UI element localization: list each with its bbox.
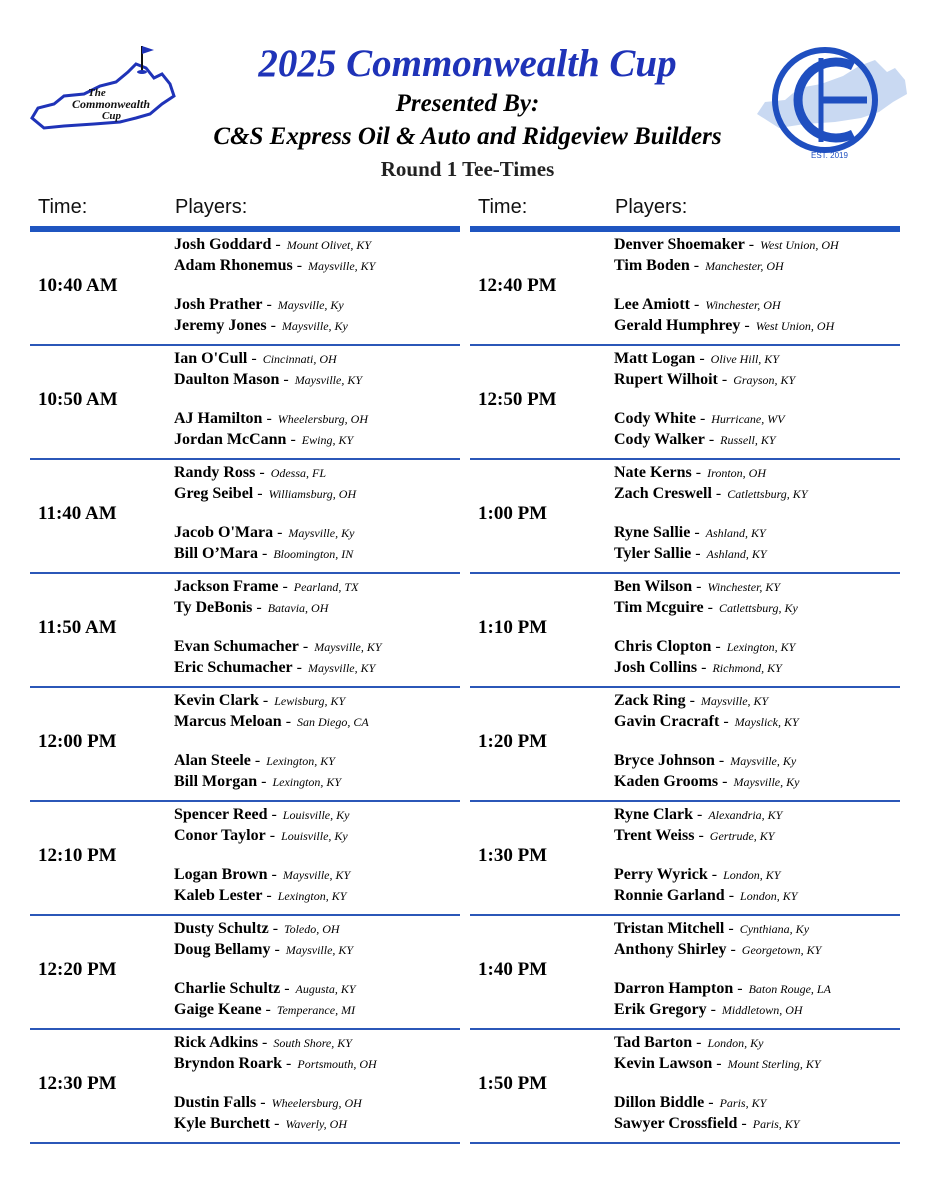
player-name: Ryne Sallie	[614, 524, 691, 541]
tee-time: 12:50 PM	[478, 389, 557, 410]
tee-time: 12:20 PM	[38, 959, 117, 980]
player-location: Alexandria, KY	[708, 808, 783, 822]
player-location: Portsmouth, OH	[297, 1057, 377, 1071]
player-location: Mayslick, KY	[734, 715, 799, 729]
player-name: Dustin Falls	[174, 1094, 257, 1111]
player-name: Conor Taylor	[174, 827, 266, 844]
tee-time: 10:50 AM	[38, 389, 118, 410]
cg-monogram-logo	[755, 36, 915, 161]
player-row: Sawyer Crossfield - Paris, KY	[614, 1115, 800, 1132]
player-location: Ashland, KY	[705, 526, 766, 540]
player-name: Alan Steele	[174, 752, 251, 769]
player-location: Paris, KY	[719, 1096, 767, 1110]
player-row: Josh Collins - Richmond, KY	[614, 659, 782, 676]
player-row: Darron Hampton - Baton Rouge, LA	[614, 980, 831, 997]
player-name: Tyler Sallie	[614, 545, 696, 562]
tee-time: 12:00 PM	[38, 731, 117, 752]
player-location: South Shore, KY	[273, 1036, 352, 1050]
player-row: Evan Schumacher - Maysville, KY	[174, 638, 382, 655]
player-location: Ironton, OH	[707, 466, 766, 480]
player-location: Bloomington, IN	[273, 547, 354, 561]
tee-group	[30, 346, 460, 460]
player-location: Lewisburg, KY	[274, 694, 346, 708]
player-location: West Union, OH	[755, 319, 835, 333]
player-row: Charlie Schultz - Augusta, KY	[174, 980, 356, 997]
player-row: Spencer Reed - Louisville, Ky	[174, 806, 350, 823]
player-name: Rupert Wilhoit	[614, 371, 718, 388]
player-location: Cincinnati, OH	[262, 352, 337, 366]
tee-time: 10:40 AM	[38, 275, 118, 296]
player-location: Maysville, KY	[294, 373, 363, 387]
tee-group	[470, 574, 900, 688]
player-row: Ronnie Garland - London, KY	[614, 887, 798, 904]
player-location: Catlettsburg, Ky	[718, 601, 798, 615]
player-location: Lexington, KY	[277, 889, 347, 903]
player-location: Temperance, MI	[276, 1003, 356, 1017]
player-row: Chris Clopton - Lexington, KY	[614, 638, 796, 655]
player-row: Anthony Shirley - Georgetown, KY	[614, 941, 822, 958]
player-name: Gavin Cracraft	[614, 713, 720, 730]
player-name: Josh Goddard	[174, 236, 272, 253]
player-name: Bryndon Roark	[174, 1055, 283, 1072]
sponsor-names: C&S Express Oil & Auto and Ridgeview Builders	[213, 123, 722, 150]
player-location: Odessa, FL	[270, 466, 327, 480]
player-name: Lee Amiott	[614, 296, 690, 313]
left-column	[30, 190, 460, 1144]
player-name: Logan Brown	[174, 866, 268, 883]
tee-time: 1:10 PM	[478, 617, 548, 638]
player-row: Kevin Lawson - Mount Sterling, KY	[614, 1055, 821, 1072]
player-row: Kaleb Lester - Lexington, KY	[174, 887, 347, 904]
player-location: Maysville, KY	[314, 640, 382, 654]
player-row: Dillon Biddle - Paris, KY	[614, 1094, 767, 1111]
player-location: Maysville, Ky	[288, 526, 355, 540]
player-name: Bill O’Mara	[174, 545, 258, 562]
player-name: Gaige Keane	[174, 1001, 262, 1018]
player-row: Josh Goddard - Mount Olivet, KY	[174, 236, 372, 253]
player-row: Jacob O'Mara - Maysville, Ky	[174, 524, 355, 541]
player-location: Olive Hill, KY	[710, 352, 779, 366]
tee-group	[30, 574, 460, 688]
logo-text-commonwealth: Commonwealth	[72, 97, 151, 111]
player-location: Pearland, TX	[293, 580, 359, 594]
player-name: AJ Hamilton	[174, 410, 263, 427]
player-location: Maysville, KY	[285, 943, 354, 957]
tee-group	[30, 232, 460, 346]
tee-time: 11:50 AM	[38, 617, 117, 638]
player-name: Nate Kerns	[614, 464, 692, 481]
player-location: Louisville, Ky	[281, 829, 348, 843]
player-row: Dustin Falls - Wheelersburg, OH	[174, 1094, 362, 1111]
player-row: Denver Shoemaker - West Union, OH	[614, 236, 839, 253]
player-row: Nate Kerns - Ironton, OH	[614, 464, 766, 481]
player-location: Cynthiana, Ky	[739, 922, 810, 936]
player-location: Hurricane, WV	[711, 412, 785, 426]
player-name: Spencer Reed	[174, 806, 268, 823]
tee-group	[470, 688, 900, 802]
player-location: San Diego, CA	[297, 715, 369, 729]
player-name: Jackson Frame	[174, 578, 279, 595]
player-name: Jacob O'Mara	[174, 524, 274, 541]
player-location: Maysville, KY	[282, 868, 351, 882]
player-location: Maysville, Ky	[733, 775, 800, 789]
player-location: Maysville, Ky	[730, 754, 797, 768]
tee-group	[30, 916, 460, 1030]
player-row: Ben Wilson - Winchester, KY	[614, 578, 781, 595]
player-row: Gerald Humphrey - West Union, OH	[614, 317, 835, 334]
tee-group	[470, 232, 900, 346]
player-name: Josh Prather	[174, 296, 263, 313]
player-location: Maysville, Ky	[281, 319, 348, 333]
tee-time: 1:30 PM	[478, 845, 548, 866]
tee-group	[470, 346, 900, 460]
tee-group	[30, 802, 460, 916]
player-row: Daulton Mason - Maysville, KY	[174, 371, 363, 388]
tee-group	[470, 916, 900, 1030]
player-row: Zach Creswell - Catlettsburg, KY	[614, 485, 808, 502]
player-row: Rick Adkins - South Shore, KY	[174, 1034, 352, 1051]
player-row: Rupert Wilhoit - Grayson, KY	[614, 371, 796, 388]
player-location: Maysville, KY	[308, 259, 376, 273]
tee-group	[30, 1030, 460, 1144]
players-header: Players:	[175, 196, 248, 218]
player-name: Erik Gregory	[614, 1001, 707, 1018]
tee-time: 1:00 PM	[478, 503, 548, 524]
player-row: Ian O'Cull - Cincinnati, OH	[174, 350, 337, 367]
player-name: Ryne Clark	[614, 806, 693, 823]
presented-by: Presented By:	[395, 90, 540, 117]
player-row: Logan Brown - Maysville, KY	[174, 866, 351, 883]
player-row: Tad Barton - London, Ky	[614, 1034, 764, 1051]
event-title: 2025 Commonwealth Cup	[258, 42, 677, 85]
round-title: Round 1 Tee-Times	[380, 157, 555, 181]
player-row: Ryne Clark - Alexandria, KY	[614, 806, 783, 823]
player-name: Doug Bellamy	[174, 941, 271, 958]
player-name: Ben Wilson	[614, 578, 693, 595]
player-name: Chris Clopton	[614, 638, 712, 655]
tee-group	[30, 460, 460, 574]
player-row: Trent Weiss - Gertrude, KY	[614, 827, 775, 844]
player-row: Bryce Johnson - Maysville, Ky	[614, 752, 797, 769]
player-row: Tim Boden - Manchester, OH	[614, 257, 784, 274]
player-row: Adam Rhonemus - Maysville, KY	[174, 257, 376, 274]
logo-text-cup: Cup	[102, 110, 121, 122]
player-name: Denver Shoemaker	[614, 236, 745, 253]
commonwealth-cup-logo	[24, 38, 184, 148]
player-name: Zach Creswell	[614, 485, 712, 502]
tee-time: 12:40 PM	[478, 275, 557, 296]
player-row: Jackson Frame - Pearland, TX	[174, 578, 359, 595]
player-location: Baton Rouge, LA	[748, 982, 831, 996]
player-row: Perry Wyrick - London, KY	[614, 866, 781, 883]
player-row: Alan Steele - Lexington, KY	[174, 752, 335, 769]
player-name: Matt Logan	[614, 350, 696, 367]
player-name: Kyle Burchett	[174, 1115, 271, 1132]
player-location: Catlettsburg, KY	[727, 487, 808, 501]
player-name: Dusty Schultz	[174, 920, 269, 937]
player-location: Louisville, Ky	[282, 808, 350, 822]
player-name: Perry Wyrick	[614, 866, 708, 883]
logo-text-the: The	[88, 87, 106, 99]
player-location: London, KY	[723, 868, 781, 882]
player-location: Toledo, OH	[284, 922, 340, 936]
player-row: Kaden Grooms - Maysville, Ky	[614, 773, 800, 790]
player-location: Williamsburg, OH	[268, 487, 357, 501]
player-location: Maysville, KY	[700, 694, 769, 708]
player-name: Eric Schumacher	[174, 659, 293, 676]
player-location: West Union, OH	[760, 238, 839, 252]
tee-time: 12:30 PM	[38, 1073, 117, 1094]
player-row: Kevin Clark - Lewisburg, KY	[174, 692, 346, 709]
player-location: Maysville, KY	[307, 661, 376, 675]
player-name: Daulton Mason	[174, 371, 280, 388]
player-name: Ian O'Cull	[174, 350, 248, 367]
player-row: Eric Schumacher - Maysville, KY	[174, 659, 376, 676]
player-name: Cody White	[614, 410, 696, 427]
player-location: Winchester, KY	[707, 580, 781, 594]
player-location: Lexington, KY	[266, 754, 335, 768]
player-row: Matt Logan - Olive Hill, KY	[614, 350, 779, 367]
player-location: Winchester, OH	[705, 298, 781, 312]
player-name: Kevin Lawson	[614, 1055, 713, 1072]
tee-group	[470, 802, 900, 916]
player-location: Lexington, KY	[726, 640, 796, 654]
tee-time: 1:20 PM	[478, 731, 548, 752]
player-name: Sawyer Crossfield	[614, 1115, 738, 1132]
player-name: Kaleb Lester	[174, 887, 263, 904]
player-row: Kyle Burchett - Waverly, OH	[174, 1115, 348, 1132]
player-row: Zack Ring - Maysville, KY	[614, 692, 769, 709]
player-row: Tyler Sallie - Ashland, KY	[614, 545, 767, 562]
player-row: Erik Gregory - Middletown, OH	[614, 1001, 803, 1018]
player-name: Rick Adkins	[174, 1034, 259, 1051]
logo-est-text: EST. 2019	[811, 151, 848, 160]
player-row: Ryne Sallie - Ashland, KY	[614, 524, 766, 541]
player-row: Lee Amiott - Winchester, OH	[614, 296, 781, 313]
player-location: Augusta, KY	[295, 982, 356, 996]
player-name: Tristan Mitchell	[614, 920, 725, 937]
time-header: Time:	[478, 196, 528, 218]
player-row: Dusty Schultz - Toledo, OH	[174, 920, 340, 937]
player-location: Middletown, OH	[721, 1003, 803, 1017]
player-location: Gertrude, KY	[709, 829, 775, 843]
player-name: Jeremy Jones	[174, 317, 271, 334]
player-row: Marcus Meloan - San Diego, CA	[174, 713, 369, 730]
player-name: Jordan McCann	[174, 431, 287, 448]
player-row: Cody Walker - Russell, KY	[614, 431, 776, 448]
player-name: Ronnie Garland	[614, 887, 725, 904]
player-name: Cody Walker	[614, 431, 705, 448]
player-location: Paris, KY	[752, 1117, 800, 1131]
player-name: Zack Ring	[614, 692, 686, 709]
player-row: Bill O’Mara - Bloomington, IN	[174, 545, 354, 562]
tee-group	[470, 460, 900, 574]
player-name: Tad Barton	[614, 1034, 693, 1051]
player-row: Greg Seibel - Williamsburg, OH	[174, 485, 357, 502]
player-name: Bryce Johnson	[614, 752, 715, 769]
player-location: Ashland, KY	[706, 547, 767, 561]
time-header: Time:	[38, 196, 88, 218]
player-location: Waverly, OH	[285, 1117, 348, 1131]
player-row: Bill Morgan - Lexington, KY	[174, 773, 342, 790]
player-location: Mount Sterling, KY	[727, 1057, 821, 1071]
player-row: Jeremy Jones - Maysville, Ky	[174, 317, 348, 334]
player-row: Cody White - Hurricane, WV	[614, 410, 785, 427]
player-row: Doug Bellamy - Maysville, KY	[174, 941, 354, 958]
player-location: London, Ky	[707, 1036, 764, 1050]
player-row: AJ Hamilton - Wheelersburg, OH	[174, 410, 368, 427]
player-location: Ewing, KY	[301, 433, 354, 447]
tee-time: 1:40 PM	[478, 959, 548, 980]
player-name: Darron Hampton	[614, 980, 734, 997]
player-location: Lexington, KY	[272, 775, 342, 789]
player-name: Anthony Shirley	[614, 941, 727, 958]
player-row: Josh Prather - Maysville, Ky	[174, 296, 344, 313]
column-header	[470, 190, 900, 226]
player-row: Jordan McCann - Ewing, KY	[174, 431, 354, 448]
player-row: Bryndon Roark - Portsmouth, OH	[174, 1055, 377, 1072]
player-name: Kaden Grooms	[614, 773, 719, 790]
header	[180, 40, 755, 184]
player-name: Tim Mcguire	[614, 599, 704, 616]
player-location: Manchester, OH	[705, 259, 784, 273]
player-location: Maysville, Ky	[277, 298, 344, 312]
tee-time: 11:40 AM	[38, 503, 117, 524]
player-location: Mount Olivet, KY	[286, 238, 372, 252]
player-row: Ty DeBonis - Batavia, OH	[174, 599, 329, 616]
player-name: Charlie Schultz	[174, 980, 281, 997]
player-row: Tristan Mitchell - Cynthiana, Ky	[614, 920, 810, 937]
player-row: Gavin Cracraft - Mayslick, KY	[614, 713, 799, 730]
players-header: Players:	[615, 196, 688, 218]
tee-time: 12:10 PM	[38, 845, 117, 866]
player-row: Gaige Keane - Temperance, MI	[174, 1001, 356, 1018]
player-location: Grayson, KY	[733, 373, 796, 387]
player-location: Wheelersburg, OH	[271, 1096, 362, 1110]
player-name: Adam Rhonemus	[174, 257, 293, 274]
player-row: Conor Taylor - Louisville, Ky	[174, 827, 348, 844]
player-name: Marcus Meloan	[174, 713, 282, 730]
player-name: Greg Seibel	[174, 485, 254, 502]
player-location: Wheelersburg, OH	[277, 412, 368, 426]
column-header	[30, 190, 460, 226]
player-name: Randy Ross	[174, 464, 256, 481]
player-name: Bill Morgan	[174, 773, 258, 790]
player-row: Randy Ross - Odessa, FL	[174, 464, 327, 481]
player-location: Richmond, KY	[712, 661, 782, 675]
player-name: Trent Weiss	[614, 827, 695, 844]
right-column	[470, 190, 900, 1144]
player-location: London, KY	[740, 889, 798, 903]
player-name: Gerald Humphrey	[614, 317, 741, 334]
tee-group	[470, 1030, 900, 1144]
player-location: Batavia, OH	[267, 601, 329, 615]
tee-group	[30, 688, 460, 802]
tee-time: 1:50 PM	[478, 1073, 548, 1094]
player-name: Dillon Biddle	[614, 1094, 705, 1111]
player-location: Georgetown, KY	[741, 943, 822, 957]
player-name: Evan Schumacher	[174, 638, 299, 655]
player-name: Tim Boden	[614, 257, 690, 274]
player-name: Josh Collins	[614, 659, 698, 676]
player-name: Kevin Clark	[174, 692, 259, 709]
player-name: Ty DeBonis	[174, 599, 253, 616]
player-location: Russell, KY	[720, 433, 776, 447]
player-row: Tim Mcguire - Catlettsburg, Ky	[614, 599, 798, 616]
